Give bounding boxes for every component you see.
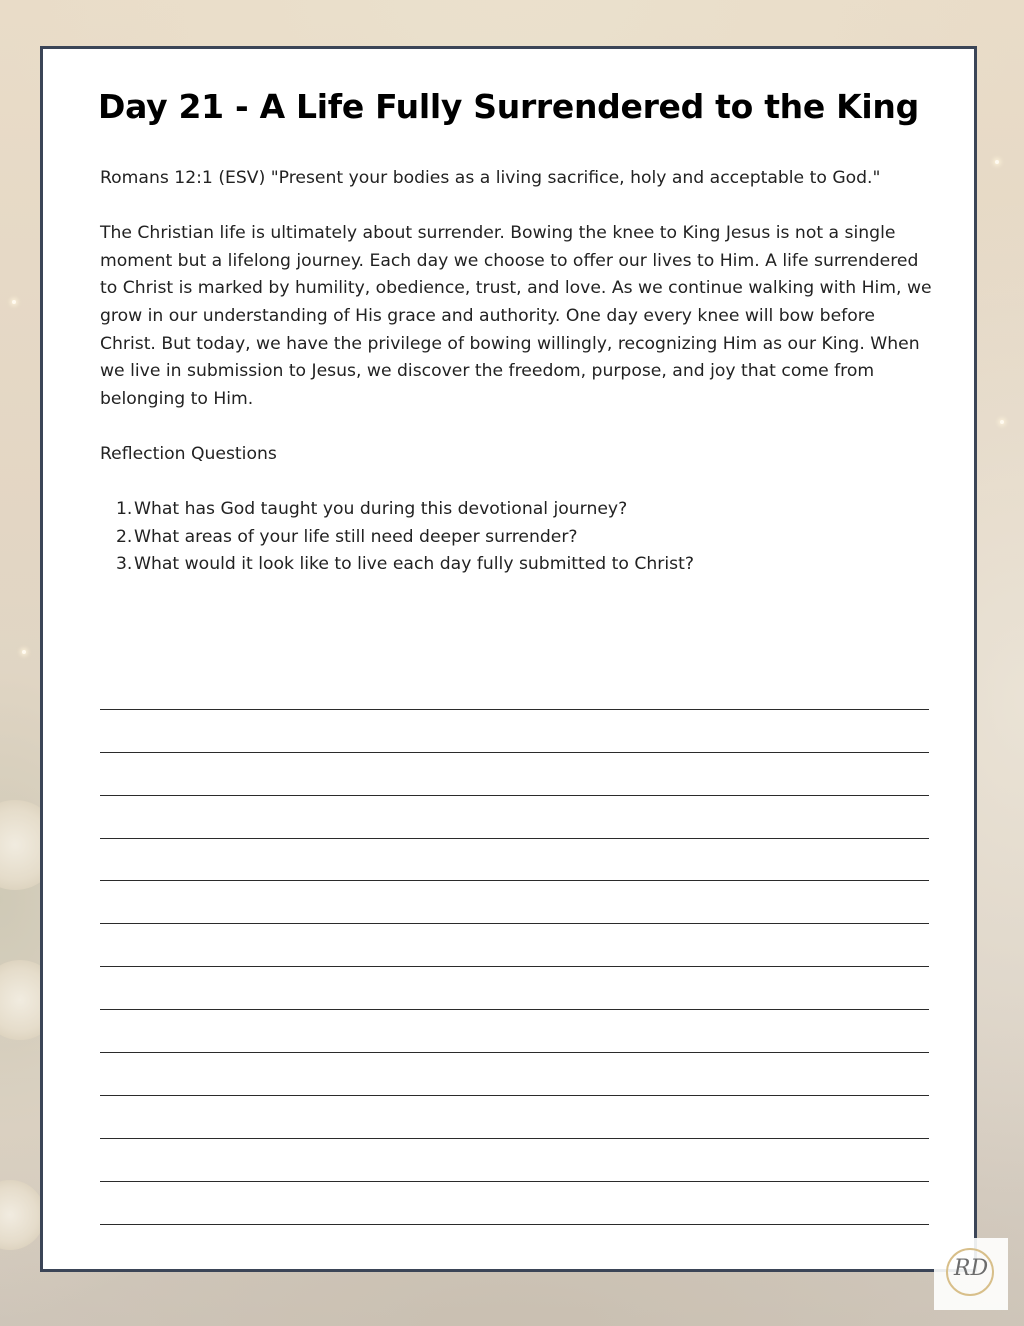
content-body (100, 165, 932, 579)
writing-line[interactable] (100, 1096, 929, 1139)
reflection-questions (100, 496, 932, 579)
writing-line[interactable] (100, 839, 929, 882)
writing-line[interactable] (100, 881, 929, 924)
writing-line[interactable] (100, 796, 929, 839)
question-number: 3. (116, 554, 133, 575)
devotional-text: The Christian life is ultimately about surrender. Bowing the knee to King Jesus is not a single moment but a lifelong journey. Each day we choose to offer our lives to Him. A life surrendered to Christ is marked by humility, obedience, trust, and love. As we continue walking with Him, we grow in our understanding of His grace and authority. One day every knee will bow before Christ. But today, we have the privilege of bowing willingly, recognizing Him as our King. When we live in submission to Jesus, we discover the freedom, purpose, and joy that come from belonging to Him. (100, 223, 932, 409)
writing-line[interactable] (100, 753, 929, 796)
brand-logo (934, 1238, 1008, 1310)
worksheet-page (40, 46, 977, 1272)
writing-line[interactable] (100, 924, 929, 967)
question-item (116, 551, 932, 579)
sparkle-decoration (995, 160, 999, 164)
question-number: 1. (116, 499, 133, 520)
writing-line[interactable] (100, 1182, 929, 1225)
sparkle-decoration (1000, 420, 1004, 424)
writing-line[interactable] (100, 967, 929, 1010)
question-number: 2. (116, 526, 133, 547)
sparkle-decoration (12, 300, 16, 304)
question-text: What would it look like to live each day fully submitted to Christ? (134, 554, 694, 575)
writing-line[interactable] (100, 710, 929, 753)
scripture-verse: Romans 12:1 (ESV) "Present your bodies as a living sacrifice, holy and acceptable to God." (100, 168, 881, 188)
question-text: What has God taught you during this devotional journey? (134, 499, 628, 520)
sparkle-decoration (22, 650, 26, 654)
question-text: What areas of your life still need deeper surrender? (134, 526, 578, 547)
question-item (116, 496, 932, 524)
writing-lines (100, 667, 929, 1225)
logo-monogram: RD (953, 1256, 989, 1281)
writing-line[interactable] (100, 1053, 929, 1096)
writing-line[interactable] (100, 667, 929, 710)
rose-decoration (0, 1180, 45, 1250)
writing-line[interactable] (100, 1010, 929, 1053)
writing-line[interactable] (100, 1139, 929, 1182)
reflection-heading: Reflection Questions (100, 443, 277, 464)
page-title: Day 21 - A Life Fully Surrendered to the King (98, 87, 919, 126)
question-item (116, 524, 932, 552)
